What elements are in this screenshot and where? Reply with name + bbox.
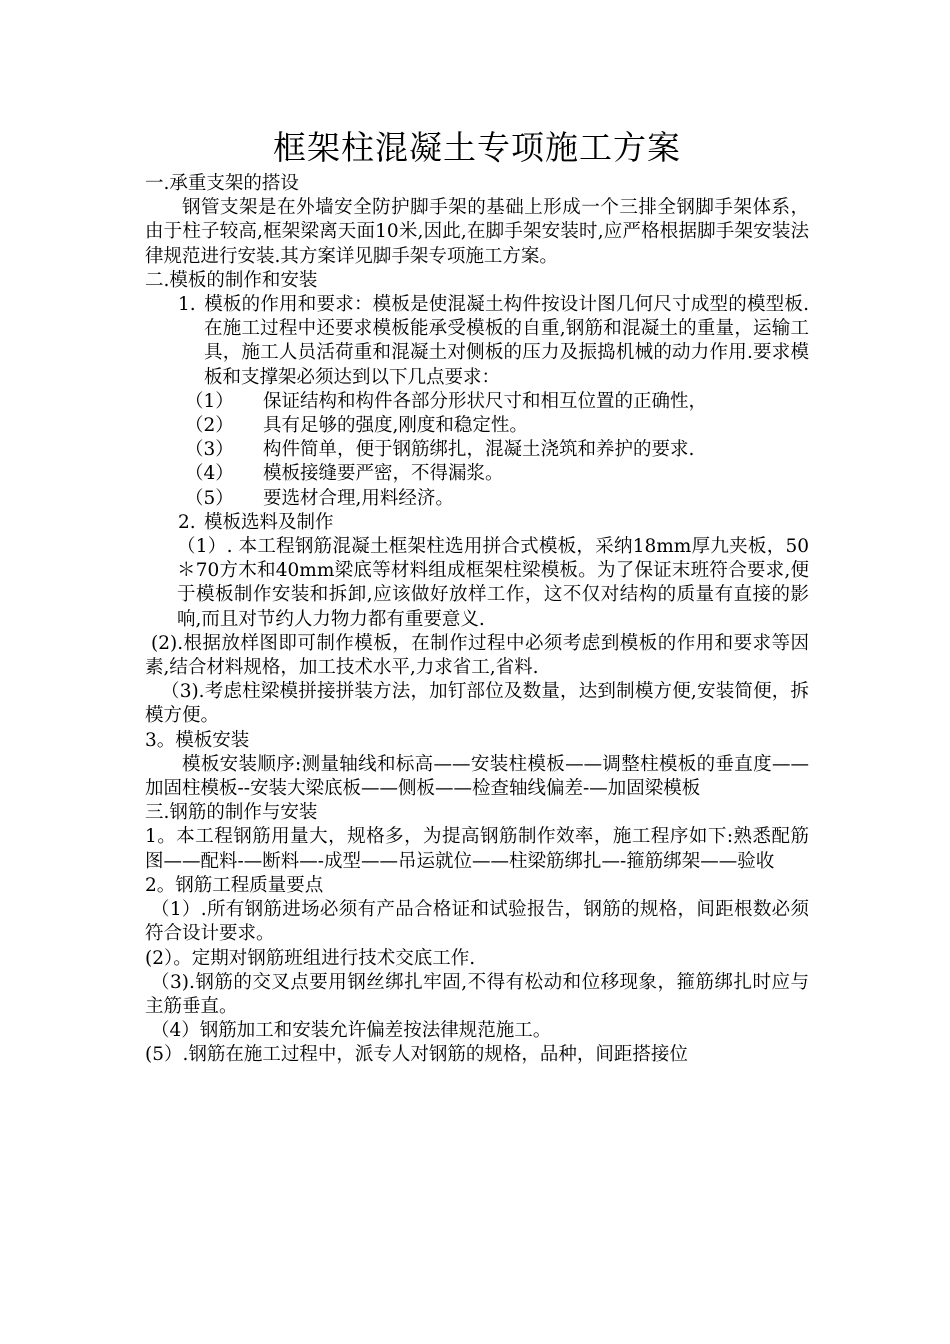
item-number: （2） (185, 415, 234, 437)
paragraph-support-frame: 钢管支架是在外墙安全防护脚手架的基础上形成一个三排全钢脚手架体系，由于柱子较高,框架梁离天面10米,因此,在脚手架安装时,应严格根据脚手架安装法律规范进行安装.其方案详见脚手架专项施工方案。 (145, 197, 809, 267)
paragraph-material-1: （1）. 本工程钢筋混凝土框架柱选用拼合式模板，采纳18mm厚九夹板，50＊70方木和40mm梁底等材料组成框架柱梁模板。为了保证末班符合要求,便于模板制作安装和拆卸,应该做好放样工作，这不仅对结构的质量有直接的影响,而且对节约人力物力都有重要意义. (177, 536, 809, 630)
item-text: 模板选料及制作 (204, 511, 334, 533)
item-text: 模板接缝要严密，不得漏浆。 (263, 463, 504, 485)
item-number: （3） (185, 439, 234, 461)
numbered-item-formwork-material (145, 511, 809, 535)
quality-item-3: （3).钢筋的交叉点要用钢丝绑扎牢固,不得有松动和位移现象，箍筋绑扎时应与主筋垂直。 (145, 971, 809, 1017)
requirement-item-3 (145, 438, 809, 462)
quality-item-1: （1）.所有钢筋进场必须有产品合格证和试验报告，钢筋的规格，间距根数必须符合设计要求。 (145, 899, 809, 945)
requirement-item-1 (145, 390, 809, 414)
section-heading-1: 一.承重支架的搭设 (145, 173, 299, 194)
document-body (145, 128, 809, 1068)
requirement-item-4 (145, 462, 809, 486)
requirement-item-5 (145, 487, 809, 511)
numbered-item-formwork-role (145, 293, 809, 390)
page-title: 框架柱混凝土专项施工方案 (273, 128, 681, 167)
subsection-heading-quality: 2。钢筋工程质量要点 (145, 874, 324, 896)
item-text: 保证结构和构件各部分形状尺寸和相互位置的正确性， (263, 390, 708, 412)
item-number: （5） (185, 487, 234, 509)
item-number: 2. (178, 511, 196, 533)
item-text: 要选材合理,用料经济。 (263, 487, 454, 509)
item-number: 1. (178, 294, 196, 316)
section-heading-2: 二.模板的制作和安装 (145, 269, 318, 291)
item-text: 具有足够的强度,刚度和稳定性。 (263, 415, 528, 437)
paragraph-installation-order: 模板安装顺序:测量轴线和标高——安装柱模板——调整柱模板的垂直度——加固柱模板--安装大梁底板——侧板——检查轴线偏差-—加固梁模板 (145, 753, 809, 800)
paragraph-rebar-process: 1。本工程钢筋用量大，规格多，为提高钢筋制作效率，施工程序如下:熟悉配筋图——配料-—断料—-成型——吊运就位——柱梁筋绑扎—-箍筋绑架——验收 (145, 826, 809, 872)
quality-item-4: （4）钢筋加工和安装允许偏差按法律规范施工。 (151, 1020, 552, 1042)
section-heading-3: 三.钢筋的制作与安装 (145, 802, 318, 824)
item-number: （1） (185, 390, 234, 412)
item-number: （4） (185, 463, 234, 485)
subsection-heading-installation: 3。模板安装 (145, 729, 250, 751)
item-text: 构件简单，便于钢筋绑扎，混凝土浇筑和养护的要求. (263, 439, 695, 461)
paragraph-material-2: (2).根据放样图即可制作模板，在制作过程中必须考虑到模板的作用和要求等因素,结合材料规格，加工技术水平,力求省工,省料. (145, 632, 809, 679)
requirement-item-2 (145, 414, 809, 438)
quality-item-5: (5）.钢筋在施工过程中，派专人对钢筋的规格，品种，间距搭接位 (145, 1044, 688, 1066)
quality-item-2: (2）。定期对钢筋班组进行技术交底工作. (145, 947, 476, 969)
paragraph-material-3: （3).考虑柱梁模拼接拼装方法，加钉部位及数量，达到制模方便,安装简便，拆模方便。 (145, 681, 809, 727)
item-text: 模板的作用和要求：模板是使混凝土构件按设计图几何尺寸成型的模型板.在施工过程中还要求模板能承受模板的自重,钢筋和混凝土的重量，运输工具，施工人员活荷重和混凝土对侧板的压力及振捣机械的动力作用.要求模板和支撑架必须达到以下几点要求： (204, 294, 809, 388)
